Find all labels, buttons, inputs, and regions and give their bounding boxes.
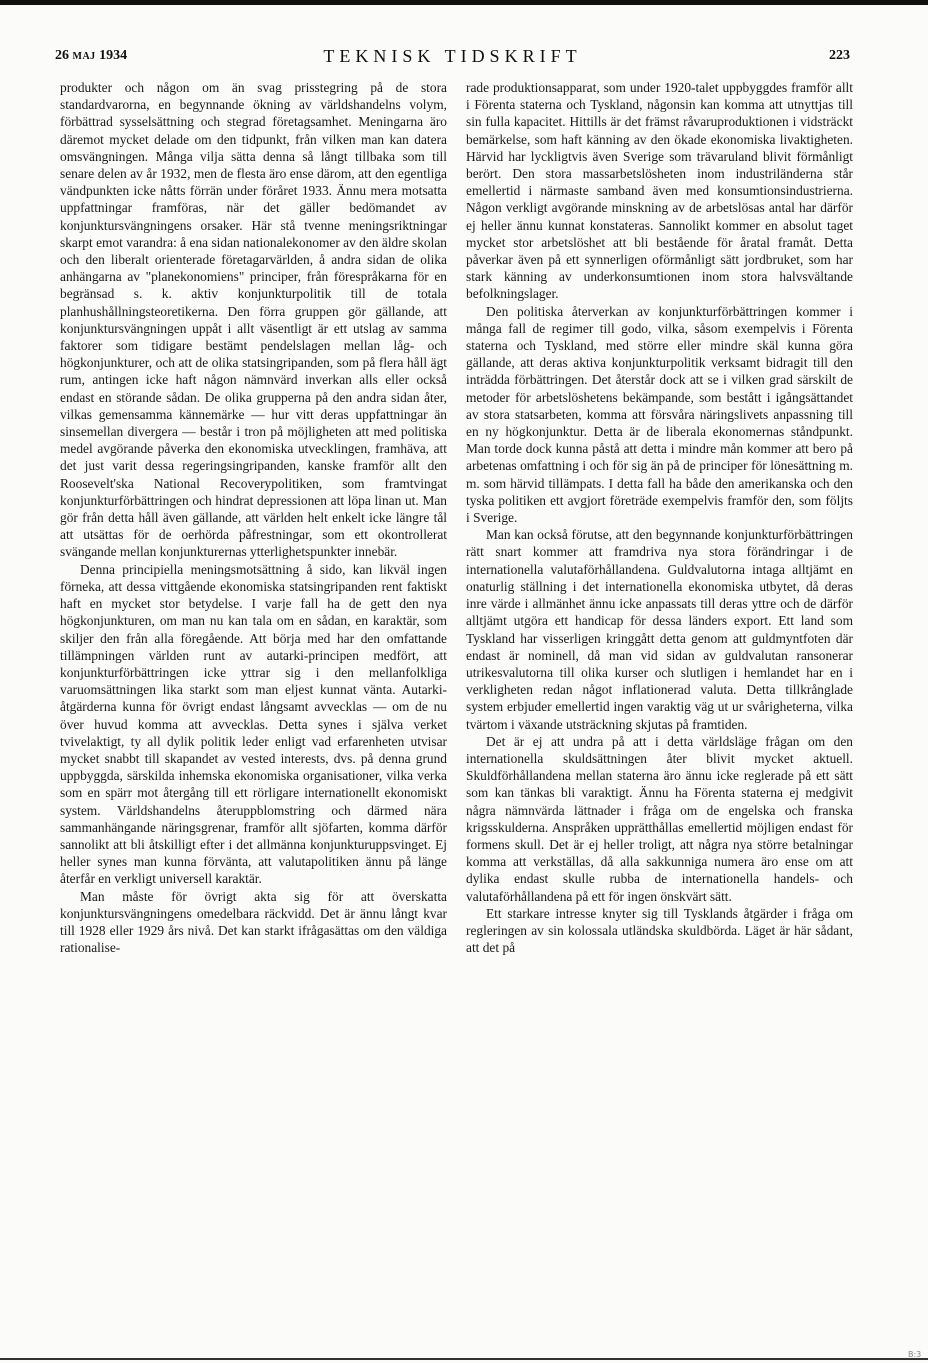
paragraph: Ett starkare intresse knyter sig till Tysklands åtgärder i fråga om regleringen av sin kolossala utländska skuldbörda. Läget är här sådant, att det på: [466, 905, 853, 956]
date-year: 1934: [99, 48, 128, 63]
date-day: 26: [55, 48, 69, 63]
paragraph: rade produktionsapparat, som under 1920-talet uppbyggdes framför allt i Förenta staterna och Tyskland, någonsin kan komma att utnyttjas till sin fulla kapacitet. Hittills är det främst råvaruproduktionen i vidsträckt bemärkelse, som haft känning av den ökade ekonomiska livaktigheten. Härvid har lyckligtvis även Sverige som trävaruland blivit förmånligt berört. Den stora massarbetslösheten inom industriländerna står emellertid i närmaste samband även med konsumtionsindustrierna. Någon verkligt avgörande minskning av de arbetslösas antal har därför ej heller ännu kunnat konstateras. Sannolikt kommer en absolut taget mycket stor arbetslöshet att bli bestående för åratal framåt. Detta påverkar även på ett synnerligen oförmånligt sätt jordbruket, som har stark känning av underkonsumtionen inom stora halvsvältande befolkningslager.: [466, 80, 853, 302]
paragraph: Man måste för övrigt akta sig för att överskatta konjunktursvängningens omedelbara räckvidd. Det är ännu långt kvar till 1928 eller 1929 års nivå. Det kan starkt ifrågasättas om den väldiga rationalise-: [60, 888, 447, 956]
journal-title: TEKNISK TIDSKRIFT: [323, 46, 582, 66]
page-number: 223: [829, 48, 850, 63]
date-month: MAJ: [72, 51, 96, 62]
paragraph: Denna principiella meningsmotsättning å sido, kan likväl ingen förneka, att dessa vittgående ekonomiska statsingripanden rent faktiskt haft en mycket stor betydelse. I varje fall ha de gett den nya högkonjunkturen, om man nu kan tala om en sådan, en karaktär, som skiljer den från alla föregående. Att börja med har den omfattande tillämpningen världen runt av autarki-principen medfört, att konjunkturförbättringen icke yttrar sig i den mellanfolkliga varuomsättningen lika starkt som man eljest kunnat vänta. Autarki-åtgärderna kunna för övrigt endast långsamt avvecklas — om de nu över huvud komma att avvecklas. Detta synes i själva verket tvivelaktigt, ty all dylik politik leder enligt vad erfarenheten utvisar mycket snabbt till skapandet av vested interests, dvs. på denna grund uppbyggda, särskilda inhemska ekonomiska organisationer, vilka verka som en spärr mot återgång till ett rörligare internationellt ekonomiskt system. Världshandelns återuppblomstring och därmed nära sammanhängande näringsgrenar, framför allt sjöfarten, komma därför sannolikt att bli åtskilligt efter i det allmänna konjunkturuppsvinget. Ej heller synes man kunna förvänta, att valutapolitiken ännu på länge återfår en verkligt universell karaktär.: [60, 561, 447, 887]
top-rule: [0, 0, 928, 5]
paragraph: produkter och någon om än svag prisstegring på de stora standardvarorna, en begynnande ökning av världshandelns volym, förbättrad sysselsättning och stegrad företagsamhet. Meningarna äro däremot mycket delade om den tidpunkt, från vilken man kan datera omsvängningen. Många vilja sätta denna så långt tillbaka som till senare delen av år 1932, men de flesta äro ense därom, att den egentliga vändpunkten icke nåtts förrän under föråret 1933. Ännu mera motsatta uppfattningar framföras, när det gäller bedömandet av konjunktursvängningens orsaker. Här stå tvenne meningsriktningar skarpt emot varandra: å ena sidan nationalekonomer av den äldre skolan och den liberalt orienterade företagarvärlden, å andra sidan de olika anhängarna av "planekonomiens" principer, från förespråkarna för en begränsad s. k. aktiv konjunkturpolitik till de totala planhushållningsteoretikerna. Den förra gruppen gör gällande, att konjunktursvängningen uppåt i allt väsentligt är ett utslag av samma faktorer som tidigare bestämt pendelslagen mellan låg- och högkonjunkturer, och att de olika statsingripanden, som på flera håll ägt rum, antingen icke haft någon nämnvärd inverkan alls eller också endast en störande sådan. De olika grupperna på den andra sidan åter, vilkas gemensamma kännemärke — hur vitt deras uppfattningar än sinsemellan divergera — består i tron på möjligheten att med politiska medel avgörande påverka den ekonomiska utvecklingen, framhäva, att det just varit dessa regeringsingripanden, kanske framför allt den Roosevelt'ska National Recoverypolitiken, som framtvingat konjunkturförbättringen och hindrat depressionen att löpa linan ut. Man gör från detta håll även gällande, att världen helt enkelt icke längre tål att utsättas för de oerhörda påfrestningar, som ett okontrollerat svängande mellan konjunkturernas ytterlighetspunkter innebär.: [60, 80, 447, 560]
paragraph: Det är ej att undra på att i detta världsläge frågan om den internationella skuldsättningen åter blivit mycket aktuell. Skuldförhållandena mellan staterna äro ännu icke reglerade på ett sätt som kan tänkas bli varaktigt. Ännu ha Förenta staterna ej medgivit några nämnvärda lättnader i fråga om de engelska och franska krigsskulderna. Anspråken upprätthållas emellertid möjligen endast för formens skull. Det är ej heller troligt, att några nya större betalningar komma att verkställas, då alla sakkunniga numera äro ense om att dylika endast skulle rubba de internationella handels- och valutaförhållandena på ett för ingen önskvärt sätt.: [466, 733, 853, 904]
paragraph: Man kan också förutse, att den begynnande konjunkturförbättringen rätt snart kommer att framdriva nya stora förändringar i de internationella valutaförhållandena. Guldvalutorna intaga alltjämt en onaturlig ställning i det internationella ekonomiska utbytet, då deras inre värde i allmänhet ännu icke anpassats till deras yttre och de därför alltjämt utgöra ett handicap för dessa länders export. Ett land som Tyskland har visserligen kringgått detta genom att guldmyntfoten där endast är nominell, då man vid sidan av guldvalutan ransonerar utrikesvalutorna till olika kurser och slutligen i hemlandet har en i verkligheten redan något inflationerad valuta. Detta tillkrånglade system erbjuder emellertid ingen varaktig väg ut ur svårigheterna, vilka tvärtom i växande utsträckning skjutas på framtiden.: [466, 527, 853, 732]
paragraph: Den politiska återverkan av konjunkturförbättringen kommer i många fall de regimer till godo, vilka, såsom exempelvis i Förenta staterna och Tyskland, med större eller mindre skäl kunna göra gällande, att deras aktiva konjunkturpolitik verksamt bidragit till den inträdda förbättringen. Det återstår dock att se i vilken grad särskilt de metoder för arbetslöshetens bekämpande, som bestått i igångsättandet av stora statsarbeten, komma att försvåra näringslivets anpassning till en ny högkonjunktur. Detta är de liberala ekonomernas ståndpunkt. Man torde dock kunna påstå att detta i mindre mån kommer att bero på arbetenas omfattning i och för sig än på de principer för lönesättning m. m. som härvid tillämpats. I detta fall ha både den amerikanska och den tyska politiken ett avgjort företräde exempelvis framför den, som följts i Sverige.: [466, 303, 853, 526]
corner-mark: B:3: [908, 1350, 922, 1359]
right-column: [466, 79, 853, 956]
left-column: [60, 79, 447, 956]
running-header: [55, 40, 850, 70]
bottom-rule: [0, 1358, 928, 1360]
